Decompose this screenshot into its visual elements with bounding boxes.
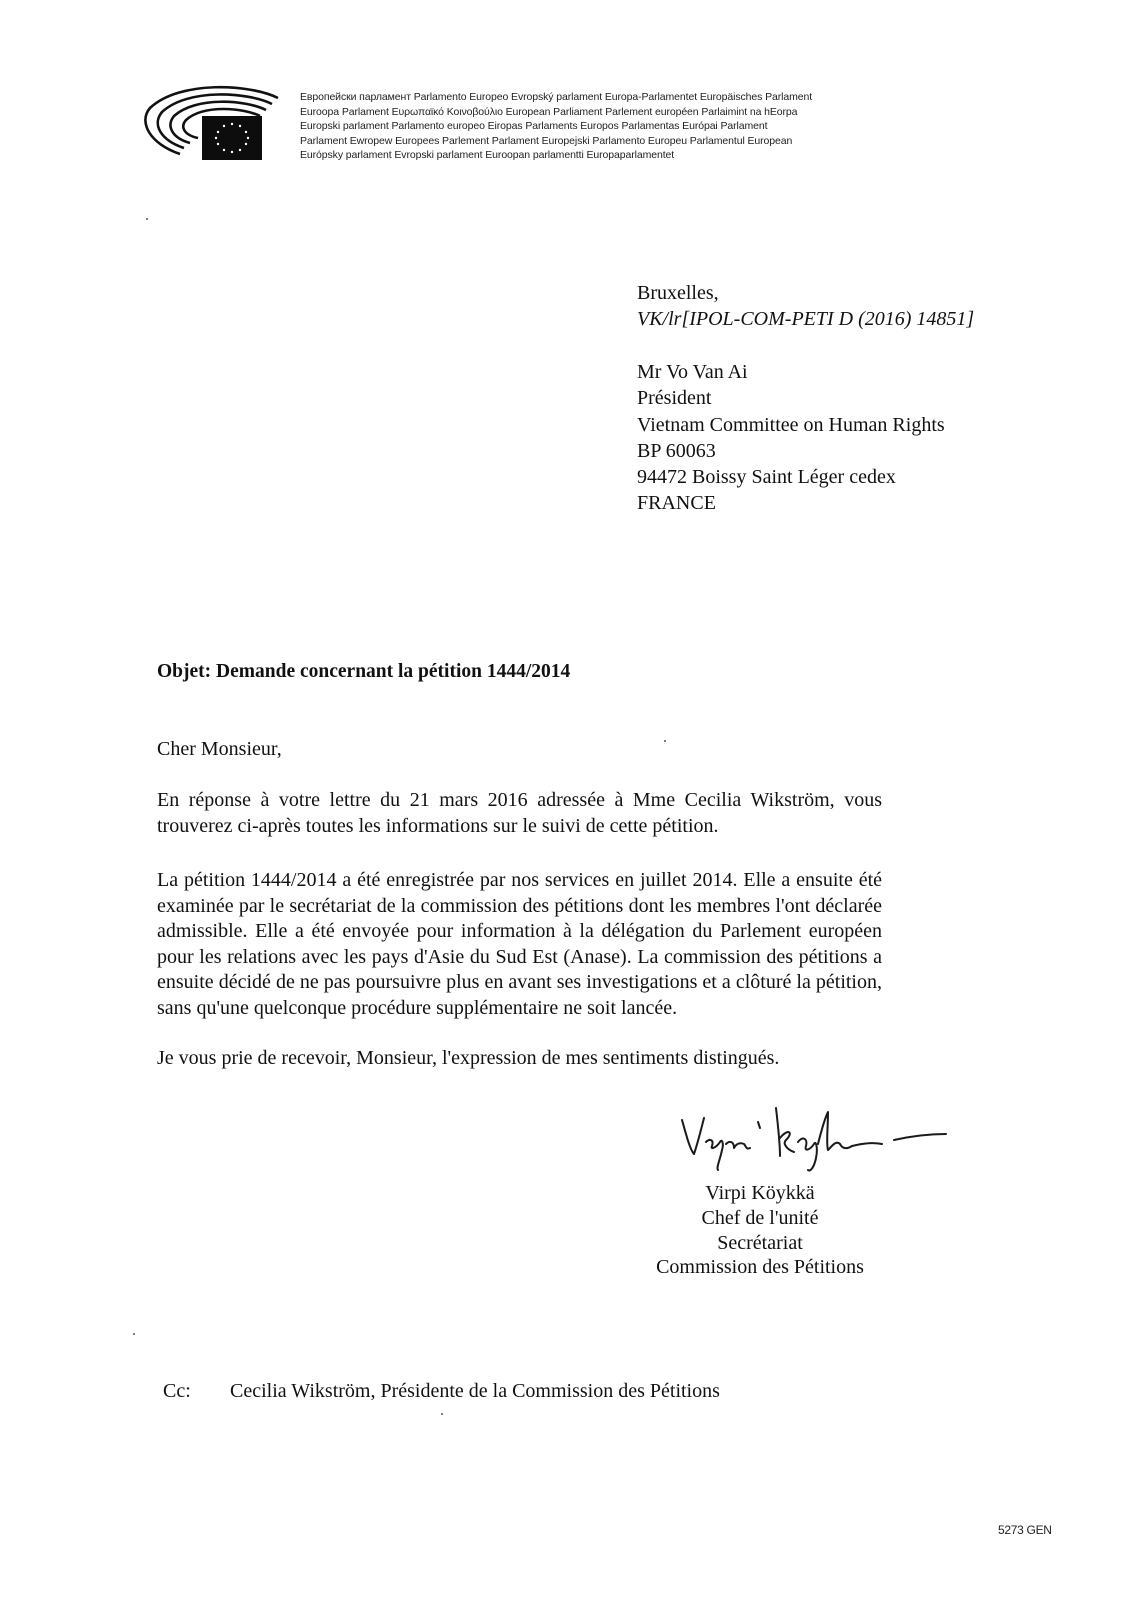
parliament-names-line: Europski parlament Parlamento europeo Eiropas Parlaments Europos Parlamentas Európai Parlament: [300, 120, 768, 133]
parliament-names-line: Parlament Ewropew Europees Parlement Parlament Europejski Parlamento Europeu Parlamentul European: [300, 134, 793, 147]
scan-speck: [133, 1333, 135, 1335]
document-code: 5273 GEN: [998, 1523, 1052, 1537]
body-paragraph: En réponse à votre lettre du 21 mars 2016 adressée à Mme Cecilia Wikström, vous trouverez ci-après toutes les informations sur le suivi de cette pétition.: [157, 789, 882, 837]
subject-line: Objet: Demande concernant la pétition 1444/2014: [157, 661, 571, 682]
signer-unit: Secrétariat: [717, 1231, 803, 1254]
parliament-names-line: Európsky parlament Evropski parlament Euroopan parlamentti Europaparlamentet: [300, 149, 675, 162]
closing-paragraph: Je vous prie de recevoir, Monsieur, l'expression de mes sentiments distingués.: [157, 1047, 780, 1069]
reference-block: [637, 280, 974, 332]
european-parliament-logo: [140, 82, 282, 166]
recipient-city: 94472 Boissy Saint Léger cedex: [637, 466, 896, 489]
scan-speck: [441, 1413, 443, 1415]
cc-recipient: Cecilia Wikström, Présidente de la Commission des Pétitions: [230, 1380, 720, 1402]
recipient-po-box: BP 60063: [637, 439, 716, 462]
signer-block: [600, 1181, 920, 1280]
salutation: Cher Monsieur,: [157, 738, 282, 760]
scan-speck: [664, 740, 666, 742]
signer-committee: Commission des Pétitions: [656, 1256, 864, 1279]
signer-role: Chef de l'unité: [701, 1206, 819, 1229]
parliament-names-block: [300, 90, 812, 163]
recipient-organisation: Vietnam Committee on Human Rights: [637, 413, 945, 436]
recipient-name: Mr Vo Van Ai: [637, 361, 748, 383]
recipient-country: FRANCE: [637, 492, 716, 515]
handwritten-signature: [676, 1098, 951, 1178]
cc-label: Cc:: [163, 1380, 191, 1402]
body-paragraph: La pétition 1444/2014 a été enregistrée par nos services en juillet 2014. Elle a ensuite été examinée par le secrétariat de la commission des pétitions dont les membres l'ont déclarée admissible. Elle a été envoyée pour information à la délégation du Parlement européen pour les relations avec les pays d'Asie du Sud Est (Anase). La commission des pétitions a ensuite décidé de ne pas poursuivre plus en avant ses investigations et a clôturé la pétition, sans qu'une quelconque procédure supplémentaire ne soit lancée.: [157, 869, 882, 1019]
signer-name: Virpi Köykkä: [705, 1182, 815, 1204]
scan-speck: [146, 218, 148, 220]
recipient-title: Président: [637, 387, 712, 410]
reference-code: VK/lr[IPOL-COM-PETI D (2016) 14851]: [637, 308, 975, 330]
place-line: Bruxelles,: [637, 282, 719, 304]
recipient-address: [637, 359, 945, 517]
parliament-names-line: Европейски парламент Parlamento Europeo Evropský parlament Europa-Parlamentet Europäisches Parlament: [300, 91, 813, 103]
parliament-names-line: Euroopa Parlament Ευρωπαϊκό Κοινοβούλιο European Parliament Parlement européen Parlaimint na hEorpa: [300, 105, 798, 118]
